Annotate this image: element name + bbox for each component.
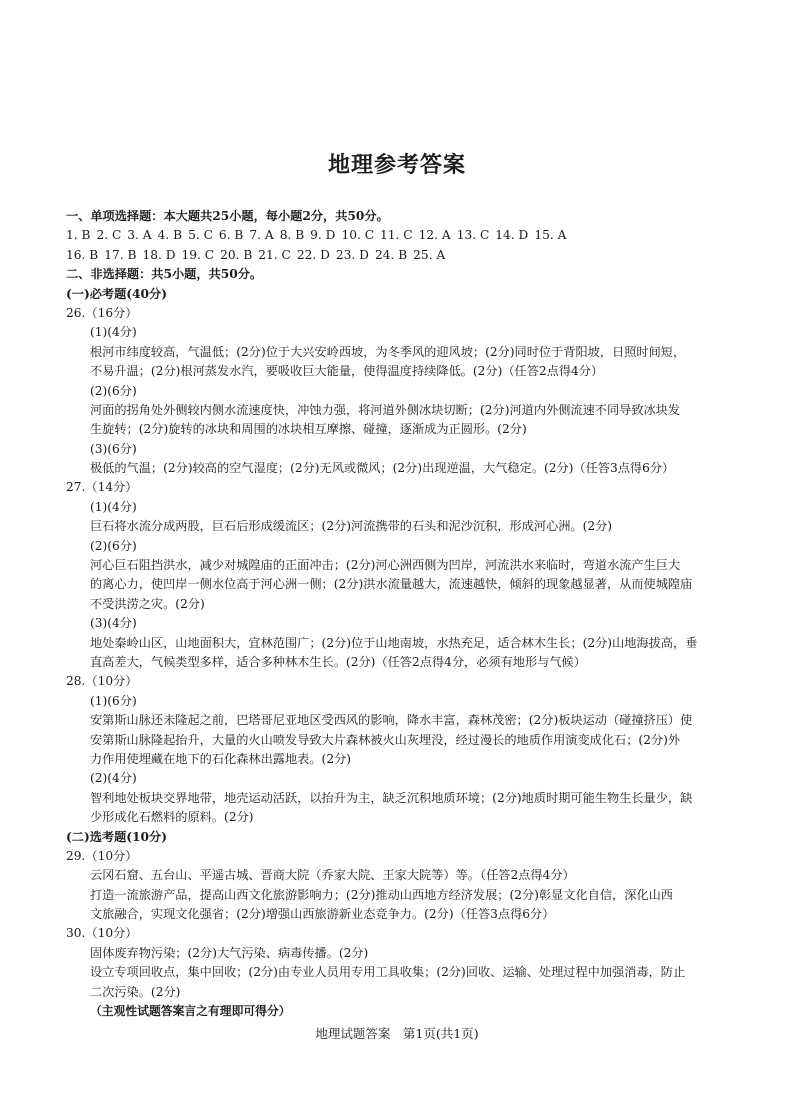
q28-answer1 (66, 711, 746, 769)
q28-part2: (2)(4分) (90, 771, 137, 786)
q26-answer1 (66, 343, 746, 382)
section1-heading: 一、单项选择题：本大题共25小题，每小题2分，共50分。 (66, 209, 389, 223)
mcq-answer: 24. B (374, 247, 408, 262)
answer-line: 二次污染。(2分) (90, 984, 181, 999)
q27-part1: (1)(4分) (90, 499, 137, 514)
mcq-answer: 16. B (66, 247, 99, 262)
answer-line: 固体废弃物污染；(2分)大气污染、病毒传播。(2分) (90, 945, 369, 960)
mcq-answer: 13. C (456, 228, 490, 243)
elective-heading: (二)选考题(10分) (66, 829, 167, 844)
q30-label: 30.（10分） (66, 926, 138, 941)
q27-answer1 (66, 517, 746, 536)
mcq-answer: 9. D (310, 228, 336, 243)
q29-answer (66, 866, 746, 924)
q26-label: 26.（16分） (66, 305, 138, 320)
mcq-answer: 18. D (142, 247, 176, 262)
answer-line: 打造一流旅游产品，提高山西文化旅游影响力；(2分)推动山西地方经济发展；(2分)彰显文化自信，深化山西 (90, 887, 673, 902)
answer-line: 不易升温；(2分)根河蒸发水汽，要吸收巨大能量，使得温度持续降低。(2分)（任答2点得4分） (90, 364, 604, 379)
mcq-answer: 8. B (279, 228, 305, 243)
mcq-answers-row2 (66, 246, 746, 265)
q28-answer2 (66, 789, 746, 828)
q26-part2: (2)(6分) (90, 383, 137, 398)
answer-line: 河心巨石阻挡洪水，减少对城隍庙的正面冲击；(2分)河心洲西侧为凹岸，河流洪水来临时，弯道水流产生巨大 (90, 558, 681, 573)
answer-line: 文旅融合，实现文化强省；(2分)增强山西旅游新业态竞争力。(2分)（任答3点得6分） (90, 907, 555, 922)
mcq-answer: 19. C (181, 247, 215, 262)
q30-answer (66, 944, 746, 1002)
answer-line: 云冈石窟、五台山、平遥古城、晋商大院（乔家大院、王家大院等）等。（任答2点得4分） (90, 868, 575, 883)
mcq-answer: 14. D (495, 228, 529, 243)
q26-answer2 (66, 401, 746, 440)
mcq-answers-row1 (66, 226, 746, 245)
answer-line: 安第斯山脉隆起抬升，大量的火山喷发导致大片森林被火山灰埋没，经过漫长的地质作用演变成化石；(2分)外 (90, 732, 681, 747)
mcq-answer: 20. B (220, 247, 253, 262)
q27-answer3 (66, 634, 746, 673)
answer-line: 地处秦岭山区，山地面积大，宜林范围广；(2分)位于山地南坡，水热充足，适合林木生长；(2分)山地海拔高，垂 (90, 635, 698, 650)
mcq-answer: 2. C (96, 228, 122, 243)
q28-part1: (1)(6分) (90, 693, 137, 708)
answer-line: 力作用使埋藏在地下的石化森林出露地表。(2分) (90, 751, 352, 766)
mcq-answer: 5. C (188, 228, 213, 243)
page-title: 地理参考答案 (327, 153, 466, 178)
q26-part1: (1)(4分) (90, 325, 137, 340)
mcq-answer: 17. B (104, 247, 137, 262)
mcq-answer: 22. D (296, 247, 330, 262)
mcq-answer: 4. B (157, 228, 183, 243)
answer-line: 巨石将水流分成两股，巨石后形成缓流区；(2分)河流携带的石头和泥沙沉积，形成河心洲。(2分) (90, 519, 613, 534)
q26-part3: (3)(6分) (90, 441, 137, 456)
mcq-answer: 25. A (413, 247, 446, 262)
answer-line: 根河市纬度较高，气温低；(2分)位于大兴安岭西坡，为冬季风的迎风坡；(2分)同时位于背阳坡，日照时间短， (90, 344, 686, 359)
q26-answer3 (66, 459, 746, 478)
mcq-answer: 15. A (534, 228, 567, 243)
mcq-answer: 10. C (341, 228, 375, 243)
answer-line: 少形成化石燃料的原料。(2分) (90, 810, 254, 825)
mcq-answer: 12. A (418, 228, 451, 243)
mcq-answer: 1. B (66, 228, 91, 243)
answer-line: 的离心力，使凹岸一侧水位高于河心洲一侧；(2分)洪水流量越大，流速越快，倾斜的现象越显著，从而使城隍庙 (90, 577, 693, 592)
mcq-answer: 6. B (218, 228, 244, 243)
scoring-note: （主观性试题答案言之有理即可得分） (90, 1004, 291, 1019)
answer-line: 河面的拐角处外侧较内侧水流速度快，冲蚀力强，将河道外侧冰块切断；(2分)河道内外侧流速不同导致冰块发 (90, 402, 681, 417)
section2-heading: 二、非选择题：共5小题，共50分。 (66, 267, 263, 282)
answer-line: 直高差大，气候类型多样，适合多种林木生长。(2分)（任答2点得4分，必须有地形与气候） (90, 654, 586, 669)
answer-body (66, 207, 746, 1021)
q29-label: 29.（10分） (66, 848, 138, 863)
q28-label: 28.（10分） (66, 674, 138, 689)
answer-line: 不受洪涝之灾。(2分) (90, 596, 205, 611)
mcq-answer: 3. A (127, 228, 152, 243)
page-footer: 地理试题答案 第1页(共1页) (315, 1026, 479, 1041)
q27-part3: (3)(4分) (90, 616, 137, 631)
q27-part2: (2)(6分) (90, 538, 137, 553)
answer-line: 极低的气温；(2分)较高的空气湿度；(2分)无风或微风；(2分)出现逆温，大气稳定。(2分)（任答3点得6分） (90, 461, 675, 476)
answer-line: 设立专项回收点，集中回收；(2分)由专业人员用专用工具收集；(2分)回收、运输、处理过程中加强消毒，防止 (90, 965, 686, 980)
required-heading: (一)必考题(40分) (66, 286, 167, 301)
mcq-answer: 23. D (335, 247, 369, 262)
answer-line: 安第斯山脉还未隆起之前，巴塔哥尼亚地区受西风的影响，降水丰富，森林茂密；(2分)板块运动（碰撞挤压）使 (90, 713, 693, 728)
q27-label: 27.（14分） (66, 480, 138, 495)
mcq-answer: 21. C (258, 247, 291, 262)
mcq-answer: 7. A (249, 228, 274, 243)
answer-line: 智利地处板块交界地带，地壳运动活跃，以抬升为主，缺乏沉积地质环境；(2分)地质时期可能生物生长量少，缺 (90, 790, 693, 805)
answer-line: 生旋转；(2分)旋转的冰块和周围的冰块相互摩擦、碰撞，逐渐成为正圆形。(2分) (90, 422, 527, 437)
mcq-answer: 11. C (380, 228, 413, 243)
q27-answer2 (66, 556, 746, 614)
